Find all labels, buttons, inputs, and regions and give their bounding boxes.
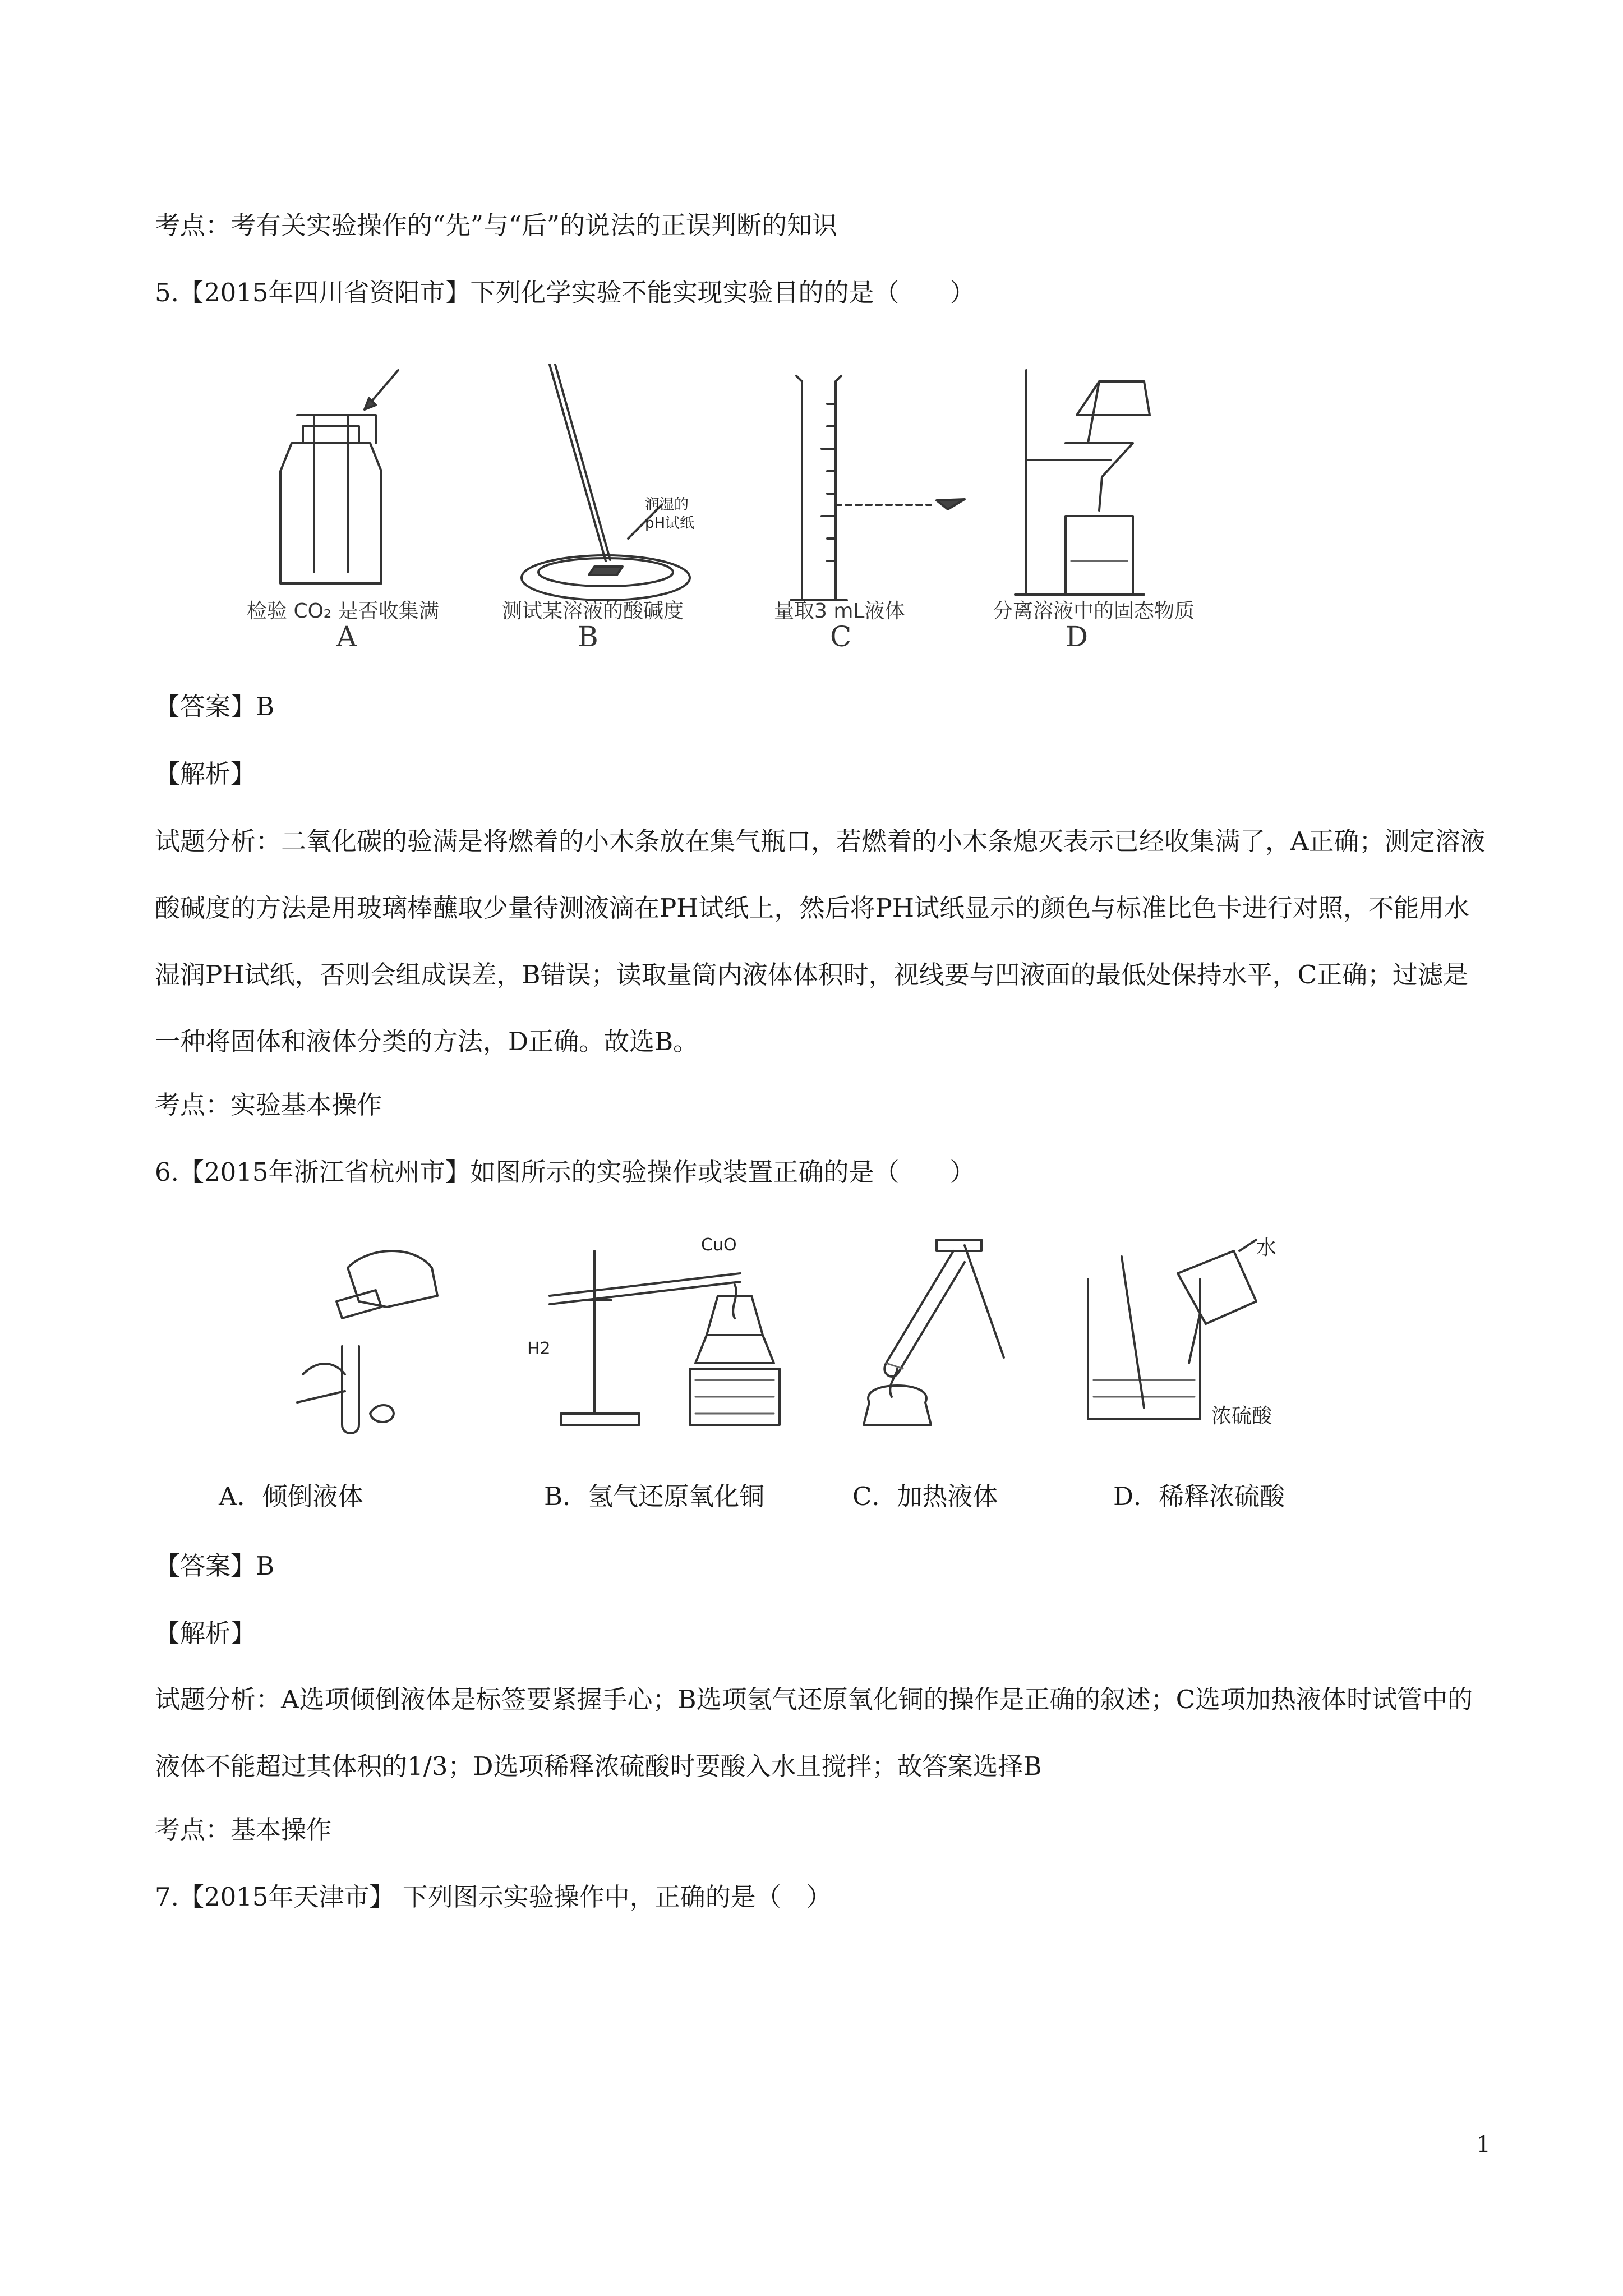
heating-liquid-icon [864, 1240, 1004, 1425]
question-6: 6.【2015年浙江省杭州市】如图所示的实验操作或装置正确的是（ ） [155, 1157, 975, 1187]
q5-analysis: 试题分析：二氧化碳的验满是将燃着的小木条放在集气瓶口，若燃着的小木条熄灭表示已经收集满了，A正确；测定溶液酸碱度的方法是用玻璃棒蘸取少量待测液滴在PH试纸上，然后将PH试纸显示的颜色与标准比色卡进行对照，不能用水湿润PH试纸，否则会组成误差，B错误；读取量筒内液体体积时，视线要与凹液面的最低处保持水平，C正确；过滤是一种将固体和液体分类的方法，D正确。故选B。 [155, 826, 1486, 1056]
acid-label: 浓硫酸 [1211, 1405, 1272, 1428]
q5-caption-d: 分离溶液中的固态物质 [993, 600, 1195, 623]
page-number: 1 [1476, 2132, 1491, 2157]
q5-letter-a: A [336, 620, 357, 653]
q5-caption-b: 测试某溶液的酸碱度 [502, 600, 684, 623]
q5-jiexi-heading: 【解析】 [155, 759, 256, 789]
h2-label: H2 [527, 1339, 551, 1359]
water-label: 水 [1256, 1236, 1277, 1259]
kaodian-previous: 考点：考有关实验操作的“先”与“后”的说法的正误判断的知识 [155, 210, 838, 240]
gas-bottle-icon [280, 370, 398, 583]
h2-reduction-setup-icon [550, 1251, 780, 1425]
pouring-liquid-icon [297, 1251, 437, 1433]
ph-paper-label-line2: pH试纸 [645, 515, 695, 532]
graduated-cylinder-icon [791, 376, 965, 600]
q5-letter-d: D [1066, 620, 1089, 653]
q6-option-b: B．氢气还原氧化铜 [544, 1481, 765, 1511]
q5-caption-a: 检验 CO₂ 是否收集满 [247, 600, 439, 623]
q6-option-d: D．稀释浓硫酸 [1113, 1481, 1285, 1511]
q6-jiexi-heading: 【解析】 [155, 1618, 256, 1648]
q5-caption-c: 量取3 mL液体 [774, 600, 905, 623]
q5-figure [236, 359, 1217, 651]
q6-option-a: A．倾倒液体 [219, 1481, 363, 1511]
q5-letter-c: C [830, 620, 852, 653]
q5-answer: 【答案】B [155, 692, 275, 721]
question-7: 7.【2015年天津市】 下列图示实验操作中，正确的是（ ） [155, 1882, 832, 1912]
ph-paper-label-line1: 润湿的 [645, 496, 689, 513]
question-5: 5.【2015年四川省资阳市】下列化学实验不能实现实验目的的是（ ） [155, 278, 975, 307]
q5-letter-b: B [578, 620, 598, 653]
q6-answer: 【答案】B [155, 1551, 275, 1581]
q6-analysis: 试题分析：A选项倾倒液体是标签要紧握手心；B选项氢气还原氧化铜的操作是正确的叙述；C选项加热液体时试管中的液体不能超过其体积的1/3；D选项稀释浓硫酸时要酸入水且搅拌；故答案选择B [155, 1685, 1473, 1781]
q6-apparatus-drawing [247, 1234, 1340, 1458]
ph-test-dish-icon [522, 365, 690, 600]
cuo-label: CuO [701, 1235, 737, 1255]
q5-kaodian: 考点：实验基本操作 [155, 1090, 382, 1120]
q6-figure [247, 1234, 1340, 1458]
q6-option-c: C．加热液体 [852, 1481, 998, 1511]
q6-kaodian: 考点：基本操作 [155, 1815, 332, 1844]
dilute-acid-icon [1088, 1240, 1256, 1419]
filtration-setup-icon [1015, 370, 1150, 595]
